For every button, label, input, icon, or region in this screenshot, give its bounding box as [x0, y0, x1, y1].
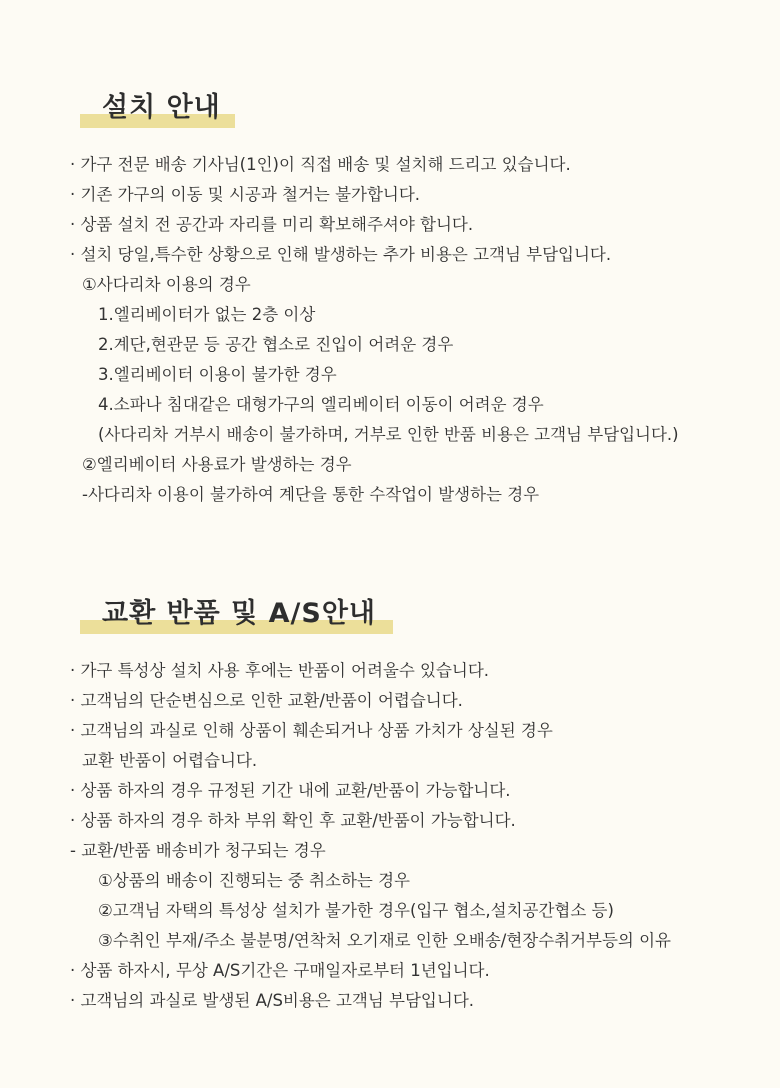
exchange-list-item: - 교환/반품 배송비가 청구되는 경우	[70, 841, 326, 860]
install-list-item: 3.엘리베이터 이용이 불가한 경우	[98, 365, 337, 384]
exchange-list-item: · 상품 하자의 경우 규정된 기간 내에 교환/반품이 가능합니다.	[70, 781, 511, 800]
install-list-item: · 가구 전문 배송 기사님(1인)이 직접 배송 및 설치해 드리고 있습니다.	[70, 155, 571, 174]
exchange-list-item: · 고객님의 단순변심으로 인한 교환/반품이 어렵습니다.	[70, 691, 463, 710]
exchange-title: 교환 반품 및 A/S안내	[102, 598, 376, 629]
exchange-list-item: · 상품 하자시, 무상 A/S기간은 구매일자로부터 1년입니다.	[70, 961, 490, 980]
exchange-list-item: · 가구 특성상 설치 사용 후에는 반품이 어려울수 있습니다.	[70, 661, 490, 680]
exchange-list-item: · 고객님의 과실로 인해 상품이 훼손되거나 상품 가치가 상실된 경우	[70, 721, 553, 740]
install-title: 설치 안내	[102, 92, 221, 123]
exchange-list-item: ①상품의 배송이 진행되는 중 취소하는 경우	[98, 871, 410, 890]
install-list-item: ②엘리베이터 사용료가 발생하는 경우	[82, 455, 352, 474]
exchange-heading	[80, 578, 780, 634]
install-list-item: 4.소파나 침대같은 대형가구의 엘리베이터 이동이 어려운 경우	[98, 395, 544, 414]
install-list-item: · 기존 가구의 이동 및 시공과 철거는 불가합니다.	[70, 185, 421, 204]
exchange-list-item: · 고객님의 과실로 발생된 A/S비용은 고객님 부담입니다.	[70, 991, 474, 1010]
install-list-item: (사다리차 거부시 배송이 불가하며, 거부로 인한 반품 비용은 고객님 부담입니다.)	[98, 425, 679, 444]
exchange-list	[0, 656, 780, 1016]
exchange-list-item: ③수취인 부재/주소 불분명/연착처 오기재로 인한 오배송/현장수취거부등의 이유	[98, 931, 671, 950]
exchange-list-item: 교환 반품이 어렵습니다.	[82, 751, 258, 770]
install-list-item: ①사다리차 이용의 경우	[82, 275, 251, 294]
exchange-list-item: ②고객님 자택의 특성상 설치가 불가한 경우(입구 협소,설치공간협소 등)	[98, 901, 614, 920]
install-list-item: -사다리차 이용이 불가하여 계단을 통한 수작업이 발생하는 경우	[82, 485, 540, 504]
exchange-list-item: · 상품 하자의 경우 하차 부위 확인 후 교환/반품이 가능합니다.	[70, 811, 516, 830]
install-list-item: 2.계단,현관문 등 공간 협소로 진입이 어려운 경우	[98, 335, 454, 354]
exchange-section	[0, 578, 780, 1016]
install-list-item: · 상품 설치 전 공간과 자리를 미리 확보해주셔야 합니다.	[70, 215, 474, 234]
install-section	[0, 72, 780, 510]
install-list-item: · 설치 당일,특수한 상황으로 인해 발생하는 추가 비용은 고객님 부담입니다.	[70, 245, 612, 264]
install-list-item: 1.엘리베이터가 없는 2층 이상	[98, 305, 316, 324]
install-list	[0, 150, 780, 510]
install-heading	[80, 72, 780, 128]
